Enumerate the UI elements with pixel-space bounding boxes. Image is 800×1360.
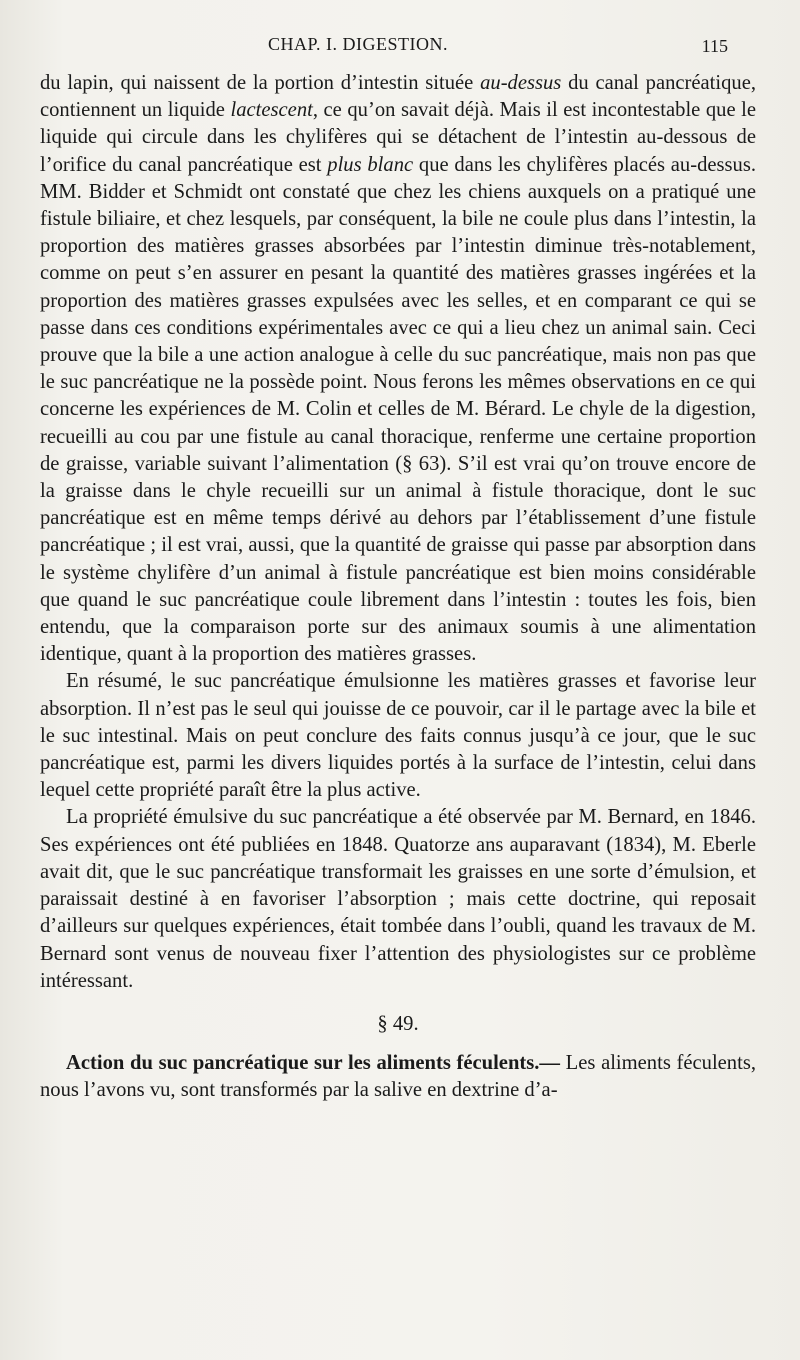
paragraph-1 xyxy=(40,70,756,668)
text-run: , ce qu’on savait déjà. Mais il est incontestable que le liquide qui circule dans les chylifères qui se détachent de l’intestin au-dessous de l’orifice du canal pancréatique est xyxy=(40,99,756,176)
paragraph-2 xyxy=(40,668,756,804)
section-text: Les aliments féculents, nous l’avons vu, sont transformés par la salive en dextrine d’a- xyxy=(40,1052,756,1102)
running-title: CHAP. I. DIGESTION. xyxy=(268,34,448,54)
text-run: La propriété émulsive du suc pancréatique a été observée par M. Bernard, en 1846. Ses expériences ont été publiées en 1848. Quatorze ans auparavant (1834), M. Eberle avait dit, que le suc pancréatique transformait les graisses en une sorte d’émulsion, et paraissait destiné à en favoriser l’absorption ; mais cette doctrine, qui reposait d’ailleurs sur quelques expériences, était tombée dans l’oubli, quand les travaux de M. Bernard sont venus de nouveau fixer l’attention des physiologistes sur ce problème intéressant. xyxy=(40,806,756,992)
italic-run: lactescent xyxy=(230,99,313,122)
text-run: du canal pancréatique, contiennent un liquide xyxy=(40,72,756,122)
section-paragraph xyxy=(40,1050,756,1104)
page-number: 115 xyxy=(701,36,728,56)
italic-run: au-dessus xyxy=(480,72,562,94)
section-number: § 49. xyxy=(377,1012,419,1035)
paragraph-3 xyxy=(40,804,756,994)
text-run: du lapin, qui naissent de la portion d’intestin située xyxy=(40,72,481,94)
italic-run: plus blanc xyxy=(327,153,414,176)
text-run: que dans les chylifères placés au-dessus. MM. Bidder et Schmidt ont constaté que chez les chiens auxquels on a pratiqué une fistule biliaire, et chez lesquels, par conséquent, la bile ne coule plus dans l’intestin, la proportion des matières grasses absorbées par l’intestin diminue très-notablement, comme on peut s’en assurer en pesant la quantité des matières grasses ingérées et la proportion des matières grasses expulsées avec les selles, et en comparant ce qui se passe dans ces conditions expérimentales avec ce qui a lieu chez un animal sain. Ceci prouve que la bile a une action analogue à celle du suc pancréatique, mais non pas que le suc pancréatique ne la possède point. Nous ferons les mêmes observations en ce qui concerne les expériences de M. Colin et celles de M. Bérard. Le chyle de la digestion, recueilli au cou par une fistule au canal thoracique, renferme une certaine proportion de graisse, variable suivant l’alimentation (§ 63). S’il est vrai qu’on trouve encore de la graisse dans le chyle recueilli sur un animal à fistule thoracique, dont le suc pancréatique est en même temps dérivé au dehors par l’établissement d’une fistule pancréatique ; il est vrai, aussi, que la quantité de graisse qui passe par absorption dans le système chylifère d’un animal à fistule pancréatique est bien moins considérable que quand le suc pancréatique coule librement dans l’intestin : toutes les fois, bien entendu, que la comparaison porte sur des animaux soumis à une alimentation identique, quant à la proportion des matières grasses. xyxy=(40,153,756,666)
body-text xyxy=(40,70,756,1105)
section-heading: Action du suc pancréatique sur les aliments féculents.— xyxy=(66,1052,561,1075)
page-header xyxy=(0,30,800,62)
text-run: En résumé, le suc pancréatique émulsionne les matières grasses et favorise leur absorption. Il n’est pas le seul qui jouisse de ce pouvoir, car il le partage avec la bile et le suc intestinal. Mais on peut conclure des faits connus jusqu’à ce jour, que le suc pancréatique est, parmi les divers liquides portés à la surface de l’intestin, celui dans lequel cette propriété paraît être la plus active. xyxy=(40,670,756,802)
